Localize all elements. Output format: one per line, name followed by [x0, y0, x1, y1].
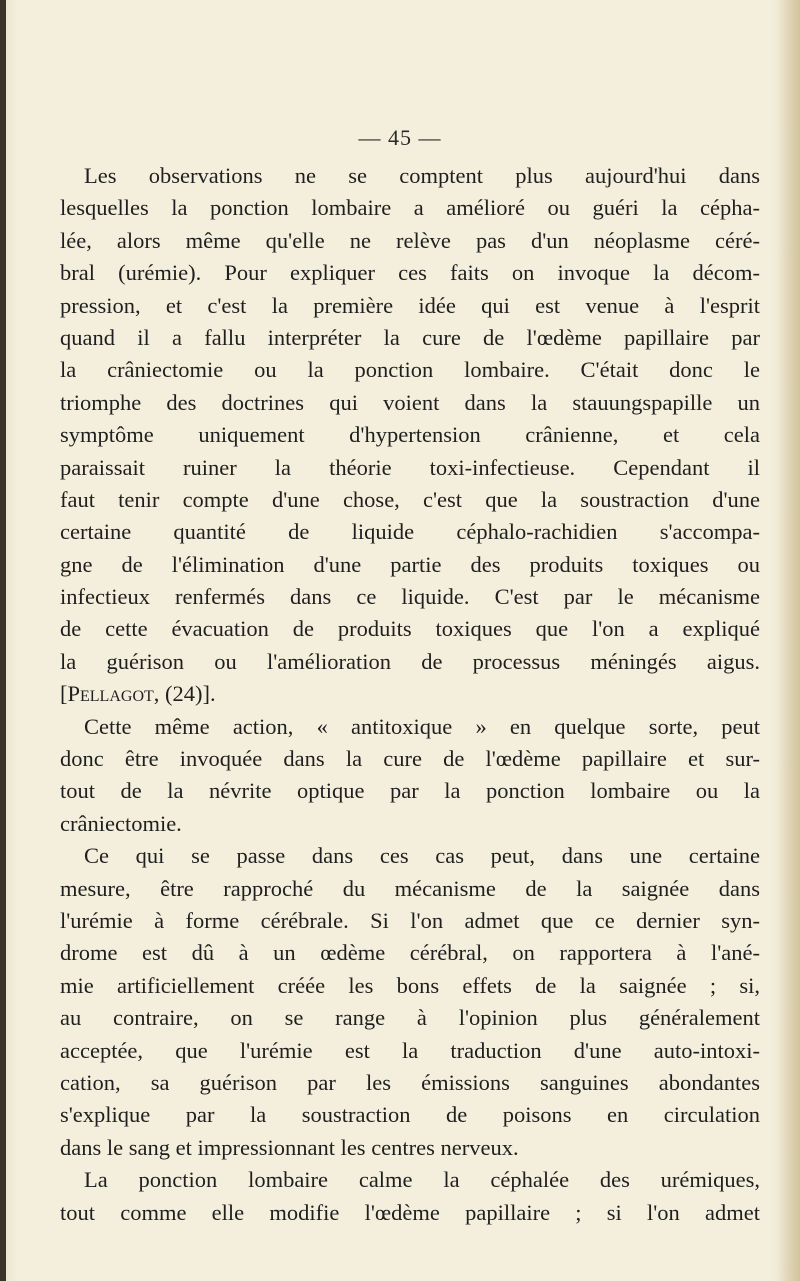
citation-line: [Pellagot, (24)].: [60, 681, 216, 707]
text-line: triomphe des doctrines qui voient dans la stauungspapille un: [60, 389, 760, 415]
body-text: [60, 160, 760, 1229]
text-line: acceptée, que l'urémie est la traduction d'une auto-intoxi-: [60, 1037, 760, 1063]
text-line: drome est dû à un œdème cérébral, on rapportera à l'ané-: [60, 940, 760, 966]
text-line: gne de l'élimination d'une partie des produits toxiques ou: [60, 551, 760, 577]
text-line: donc être invoquée dans la cure de l'œdème papillaire et sur-: [60, 746, 760, 772]
text-line: dans le sang et impressionnant les centres nerveux.: [60, 1134, 519, 1160]
text-line: mesure, être rapproché du mécanisme de la saignée dans: [60, 875, 760, 901]
text-line: la crâniectomie ou la ponction lombaire. C'était donc le: [60, 357, 760, 383]
text-line: Les observations ne se comptent plus aujourd'hui dans: [84, 163, 760, 188]
text-line: l'urémie à forme cérébrale. Si l'on admet que ce dernier syn-: [60, 907, 760, 933]
text-line: crâniectomie.: [60, 810, 182, 836]
text-line: infectieux renfermés dans ce liquide. C'est par le mécanisme: [60, 584, 760, 610]
text-line: La ponction lombaire calme la céphalée des urémiques,: [84, 1167, 760, 1193]
text-line: tout de la névrite optique par la ponction lombaire ou la: [60, 778, 760, 804]
text-line: mie artificiellement créée les bons effets de la saignée ; si,: [60, 972, 760, 998]
paragraph: [60, 711, 760, 841]
text-line: lesquelles la ponction lombaire a amélioré ou guéri la cépha-: [60, 195, 760, 221]
text-line: faut tenir compte d'une chose, c'est que la soustraction d'une: [60, 486, 760, 512]
paragraph: [60, 840, 760, 1164]
text-line: lée, alors même qu'elle ne relève pas d'un néoplasme céré-: [60, 227, 760, 253]
text-line: Ce qui se passe dans ces cas peut, dans une certaine: [84, 843, 760, 869]
text-line: pression, et c'est la première idée qui est venue à l'esprit: [60, 292, 760, 318]
text-line: quand il a fallu interpréter la cure de l'œdème papillaire par: [60, 324, 760, 350]
page-edge-shadow: [778, 0, 800, 1281]
page-binding-edge: [0, 0, 6, 1281]
text-line: paraissait ruiner la théorie toxi-infectieuse. Cependant il: [60, 454, 760, 480]
text-line: de cette évacuation de produits toxiques que l'on a expliqué: [60, 616, 760, 642]
text-line: au contraire, on se range à l'opinion plus généralement: [60, 1005, 760, 1031]
text-line: la guérison ou l'amélioration de processus méningés aigus.: [60, 648, 760, 674]
paragraph: [60, 160, 760, 711]
text-line: s'explique par la soustraction de poisons en circulation: [60, 1102, 760, 1128]
paragraph: [60, 1164, 760, 1229]
text-line: Cette même action, « antitoxique » en quelque sorte, peut: [84, 713, 760, 739]
text-line: tout comme elle modifie l'œdème papillaire ; si l'on admet: [60, 1199, 760, 1225]
page-number: — 45 —: [358, 125, 442, 150]
text-line: bral (urémie). Pour expliquer ces faits on invoque la décom-: [60, 260, 760, 286]
text-line: symptôme uniquement d'hypertension crânienne, et cela: [60, 422, 760, 448]
text-line: cation, sa guérison par les émissions sanguines abondantes: [60, 1069, 760, 1095]
text-line: certaine quantité de liquide céphalo-rachidien s'accompa-: [60, 519, 760, 545]
